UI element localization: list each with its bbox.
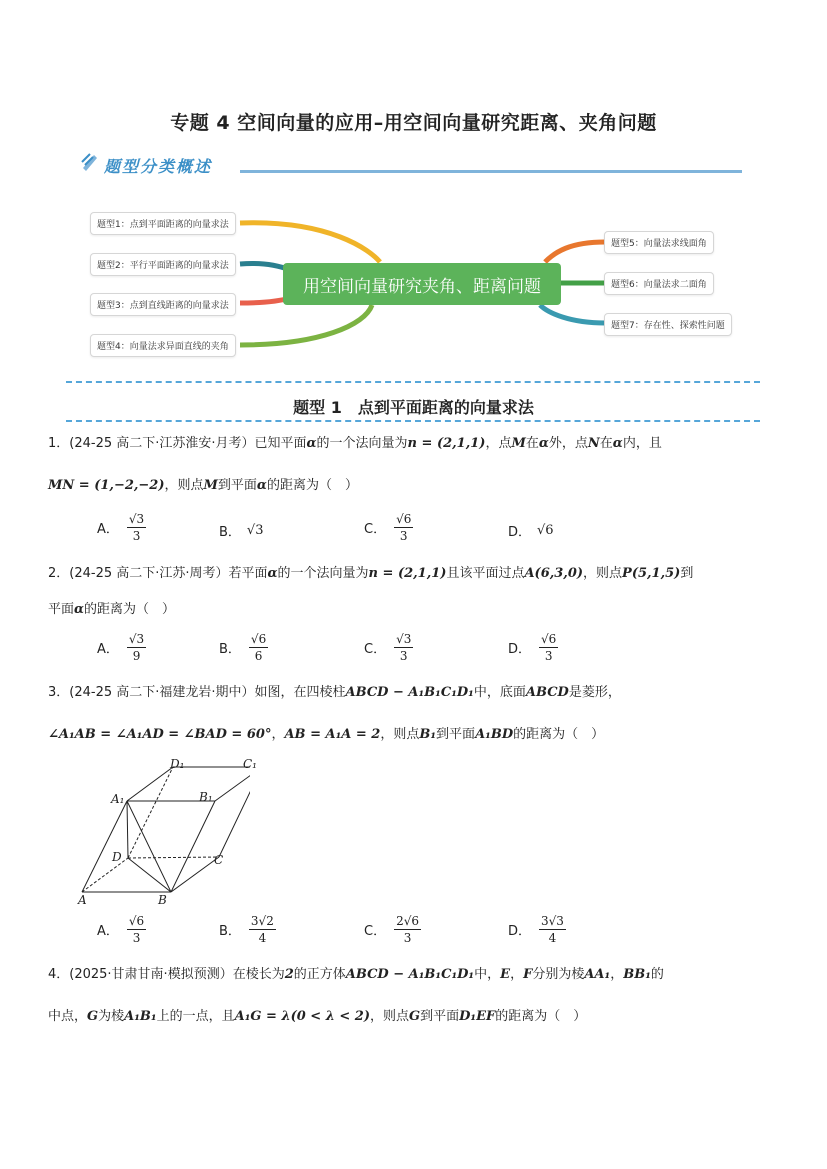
mindmap-node-2: 题型2：平行平面距离的向量求法	[90, 253, 236, 276]
mindmap-node-7: 题型7：存在性、探索性问题	[604, 313, 732, 336]
label-D1: D₁	[170, 757, 185, 771]
option-b[interactable]: B． $\frac{√6}{6}$	[219, 632, 267, 663]
mindmap-node-4: 题型4：向量法求异面直线的夹角	[90, 334, 236, 357]
mindmap-node-3: 题型3：点到直线距离的向量求法	[90, 293, 236, 316]
option-c[interactable]: C． $\frac{√3}{3}$	[364, 632, 412, 663]
edge-BC	[171, 857, 219, 892]
section-divider-bottom	[66, 420, 760, 422]
page-title: 专题 4 空间向量的应用–用空间向量研究距离、夹角问题	[170, 112, 657, 134]
edge-CC1	[219, 767, 250, 857]
option-b[interactable]: B． $\frac{3√2}{4}$	[219, 914, 274, 945]
option-d[interactable]: D． $\frac{√6}{3}$	[508, 632, 557, 663]
option-d[interactable]: D． √6	[508, 523, 554, 540]
mindmap-node-1: 题型1：点到平面距离的向量求法	[90, 212, 236, 235]
option-a[interactable]: A． $\frac{√3}{3}$	[97, 512, 145, 543]
edge-BB1	[171, 801, 215, 892]
label-B1: B₁	[199, 790, 213, 804]
question-1-line-2: MN = (1,−2,−2)，则点M到平面α的距离为（ ）	[48, 478, 358, 493]
label-C1: C₁	[243, 757, 257, 771]
option-a[interactable]: A． $\frac{√3}{9}$	[97, 632, 145, 663]
edge-A1D1	[127, 767, 173, 801]
option-c[interactable]: C． $\frac{2√6}{3}$	[364, 914, 419, 945]
branch-7	[540, 305, 605, 323]
mindmap-node-6: 题型6：向量法求二面角	[604, 272, 714, 295]
edge-AA1	[82, 801, 127, 892]
overview-icon	[80, 152, 100, 176]
edge-DB	[128, 858, 171, 892]
overview-label: 题型分类概述	[104, 157, 213, 176]
label-A1: A₁	[111, 792, 125, 806]
section-divider-top	[66, 381, 760, 383]
hidden-edge-DD1	[128, 767, 173, 858]
question-4-line-1: 4．(2025·甘肃甘南·模拟预测）在棱长为2的正方体ABCD − A₁B₁C₁D₁中，E，F分别为棱AA₁，BB₁的	[48, 967, 664, 982]
option-d[interactable]: D． $\frac{3√3}{4}$	[508, 914, 564, 945]
label-B: B	[158, 893, 167, 907]
edge-A1D	[127, 801, 128, 858]
option-c[interactable]: C． $\frac{√6}{3}$	[364, 512, 412, 543]
branch-4	[240, 305, 372, 345]
option-b[interactable]: B． √3	[219, 523, 264, 540]
question-1-line-1: 1．(24-25 高二下·江苏淮安·月考）已知平面α的一个法向量为n = (2,1,1)，点M在α外，点N在α内，且	[48, 436, 662, 451]
overview-divider	[240, 170, 742, 173]
mindmap-center: 用空间向量研究夹角、距离问题	[283, 263, 561, 305]
edge-B1C1	[215, 767, 250, 801]
question-3-line-1: 3．(24-25 高二下·福建龙岩·期中）如图，在四棱柱ABCD − A₁B₁C₁D₁中，底面ABCD是菱形，	[48, 685, 621, 700]
question-4-line-2: 中点，G为棱A₁B₁上的一点，且A₁G = λ(0 < λ < 2)，则点G到平面D₁EF的距离为（ ）	[48, 1009, 587, 1024]
hidden-edge-DC	[128, 857, 219, 858]
branch-5	[545, 242, 605, 262]
prism-figure	[70, 755, 250, 915]
section-title: 题型 1 点到平面距离的向量求法	[293, 398, 534, 417]
option-a[interactable]: A． $\frac{√6}{3}$	[97, 914, 145, 945]
label-D: D	[112, 850, 122, 864]
label-A: A	[78, 893, 87, 907]
question-3-line-2: ∠A₁AB = ∠A₁AD = ∠BAD = 60°，AB = A₁A = 2，则点B₁到平面A₁BD的距离为（ ）	[48, 727, 605, 742]
question-2-line-1: 2．(24-25 高二下·江苏·周考）若平面α的一个法向量为n = (2,1,1)且该平面过点A(6,3,0)，则点P(5,1,5)到	[48, 566, 694, 581]
label-C: C	[214, 853, 224, 867]
mindmap-node-5: 题型5：向量法求线面角	[604, 231, 714, 254]
question-2-line-2: 平面α的距离为（ ）	[48, 602, 176, 617]
branch-1	[240, 223, 380, 262]
